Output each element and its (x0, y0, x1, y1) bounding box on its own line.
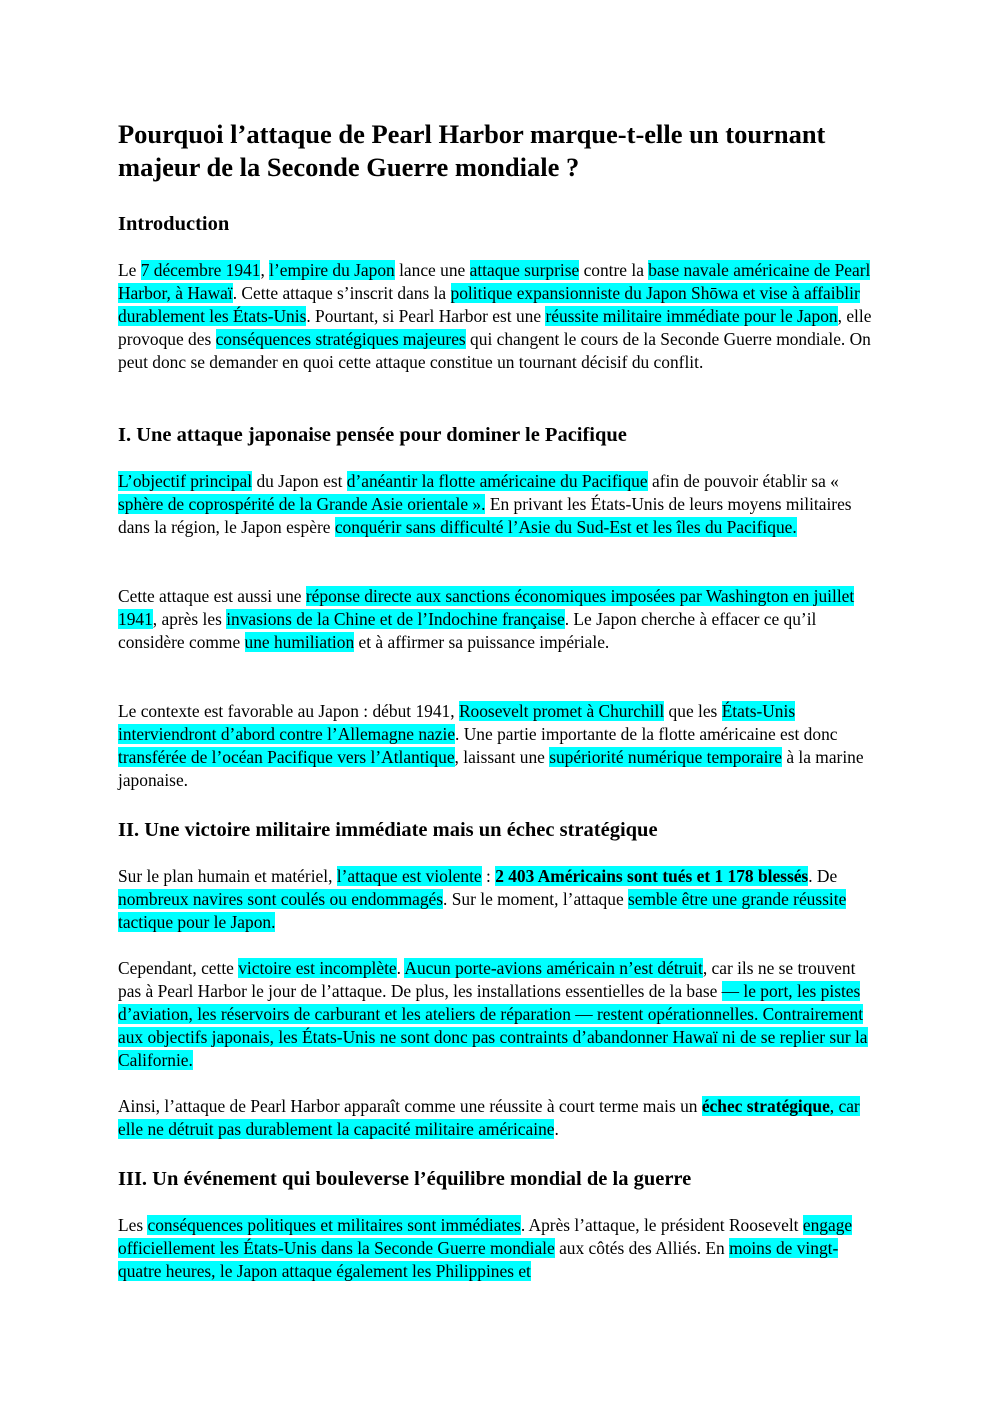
section-heading-part-2: II. Une victoire militaire immédiate mais un échec stratégique (118, 819, 658, 841)
highlighted-text: conquérir sans difficulté l’Asie du Sud-Est et les îles du Pacifique. (334, 517, 797, 537)
paragraph-text: . De (808, 866, 838, 886)
part-3-paragraph-1 (118, 1214, 878, 1283)
paragraph-text: afin de pouvoir établir sa « (647, 471, 839, 491)
highlighted-text: réponse directe aux sanctions économiques imposées par Washington en juillet 1941 (118, 586, 855, 629)
paragraph-text: Le (118, 260, 141, 280)
paragraph-text: Sur le plan humain et matériel, (118, 866, 337, 886)
paragraph-text: Cependant, cette (118, 958, 239, 978)
section-heading-part-1: I. Une attaque japonaise pensée pour dominer le Pacifique (118, 424, 627, 446)
highlighted-text: moins de vingt-quatre heures, le Japon attaque également les Philippines et (118, 1238, 839, 1281)
highlighted-text: attaque surprise (469, 260, 580, 280)
highlighted-text: réussite militaire immédiate pour le Japon (545, 306, 838, 326)
highlighted-text: nombreux navires sont coulés ou endommagés (118, 889, 444, 909)
paragraph-text: , (260, 260, 270, 280)
highlighted-text: victoire est incomplète (238, 958, 397, 978)
paragraph-text: . (396, 958, 405, 978)
introduction-paragraph (118, 259, 878, 374)
highlighted-text: invasions de la Chine et de l’Indochine française (226, 609, 565, 629)
paragraph-text: contre la (579, 260, 649, 280)
section-heading-part-3: III. Un événement qui bouleverse l’équilibre mondial de la guerre (118, 1168, 692, 1190)
part-1-paragraph-3 (118, 700, 878, 792)
highlighted-text: semble être une grande réussite tactique pour le Japon. (118, 889, 847, 932)
highlighted-text: échec stratégique (701, 1096, 830, 1116)
highlighted-text: base navale américaine de Pearl Harbor, à Hawaï (118, 260, 871, 303)
highlighted-text: transférée de l’océan Pacifique vers l’Atlantique (118, 747, 455, 767)
part-1-paragraph-2 (118, 585, 878, 654)
paragraph-text: . Le Japon cherche à effacer ce qu’il considère comme (118, 609, 817, 652)
highlighted-text: conséquences politiques et militaires sont immédiates (147, 1215, 521, 1235)
paragraph-text: . Après l’attaque, le président Roosevelt (520, 1215, 803, 1235)
highlighted-text: engage officiellement les États-Unis dans la Seconde Guerre mondiale (118, 1215, 853, 1258)
paragraph-text: . (554, 1119, 559, 1139)
highlighted-text: supériorité numérique temporaire (549, 747, 782, 767)
paragraph-text: Les (118, 1215, 148, 1235)
paragraph-text: à la marine japonaise. (118, 747, 864, 790)
highlighted-text: conséquences stratégiques majeures (215, 329, 466, 349)
highlighted-text: Roosevelt promet à Churchill (458, 701, 665, 721)
paragraph-text: . Cette attaque s’inscrit dans la (232, 283, 451, 303)
paragraph-text: qui changent le cours de la Seconde Guerre mondiale. On peut donc se demander en quoi cette attaque constitue un tournant décisif du conflit. (118, 329, 871, 372)
highlighted-text: sphère de coprospérité de la Grande Asie orientale ». (118, 494, 486, 514)
paragraph-text: , après les (152, 609, 227, 629)
highlighted-text: une humiliation (244, 632, 355, 652)
section-heading-introduction: Introduction (118, 213, 230, 235)
highlighted-text: 7 décembre 1941 (140, 260, 261, 280)
highlighted-text: L’objectif principal (118, 471, 253, 491)
paragraph-text: lance une (394, 260, 470, 280)
part-2-paragraph-2 (118, 957, 878, 1072)
paragraph-text: . Sur le moment, l’attaque (443, 889, 629, 909)
document-title: Pourquoi l’attaque de Pearl Harbor marque-t-elle un tournant majeur de la Seconde Guerre mondiale ? (118, 119, 826, 182)
paragraph-text: . Une partie importante de la flotte américaine est donc (455, 724, 838, 744)
paragraph-text: que les (664, 701, 722, 721)
highlighted-text: l’attaque est violente (336, 866, 482, 886)
paragraph-text: Ainsi, l’attaque de Pearl Harbor apparaît comme une réussite à court terme mais un (118, 1096, 702, 1116)
highlighted-text: d’anéantir la flotte américaine du Pacifique (346, 471, 648, 491)
highlighted-text: Aucun porte-avions américain n’est détruit (404, 958, 703, 978)
part-1-paragraph-1 (118, 470, 878, 539)
part-2-paragraph-1 (118, 865, 878, 934)
highlighted-text: — le port, les pistes d’aviation, les réservoirs de carburant et les ateliers de réparation — restent opérationnelles. Contrairement aux objectifs japonais, les États-Unis ne sont donc pas contraints d’abandonner Hawaï ni de se replier sur la Californie. (118, 981, 868, 1070)
paragraph-text: , elle provoque des (118, 306, 872, 349)
paragraph-text: du Japon est (252, 471, 347, 491)
paragraph-text: et à affirmer sa puissance impériale. (354, 632, 610, 652)
paragraph-text: : (481, 866, 496, 886)
highlighted-text: 2 403 Américains sont tués et 1 178 blessés (495, 866, 809, 886)
part-2-paragraph-3 (118, 1095, 878, 1141)
paragraph-text: En privant les États-Unis de leurs moyens militaires dans la région, le Japon espère (118, 494, 852, 537)
paragraph-text: . Pourtant, si Pearl Harbor est une (306, 306, 546, 326)
highlighted-text: États-Unis interviendront d’abord contre l’Allemagne nazie (118, 701, 796, 744)
highlighted-text: l’empire du Japon (269, 260, 395, 280)
paragraph-text: aux côtés des Alliés. En (554, 1238, 730, 1258)
paragraph-text: Le contexte est favorable au Japon : début 1941, (118, 701, 459, 721)
paragraph-text: , car ils ne se trouvent pas à Pearl Harbor le jour de l’attaque. De plus, les installations essentielles de la base (118, 958, 856, 1001)
highlighted-text: , car elle ne détruit pas durablement la capacité militaire américaine (118, 1096, 860, 1139)
highlighted-text: politique expansionniste du Japon Shōwa et vise à affaiblir durablement les États-Unis (118, 283, 860, 326)
paragraph-text: , laissant une (454, 747, 550, 767)
paragraph-text: Cette attaque est aussi une (118, 586, 306, 606)
